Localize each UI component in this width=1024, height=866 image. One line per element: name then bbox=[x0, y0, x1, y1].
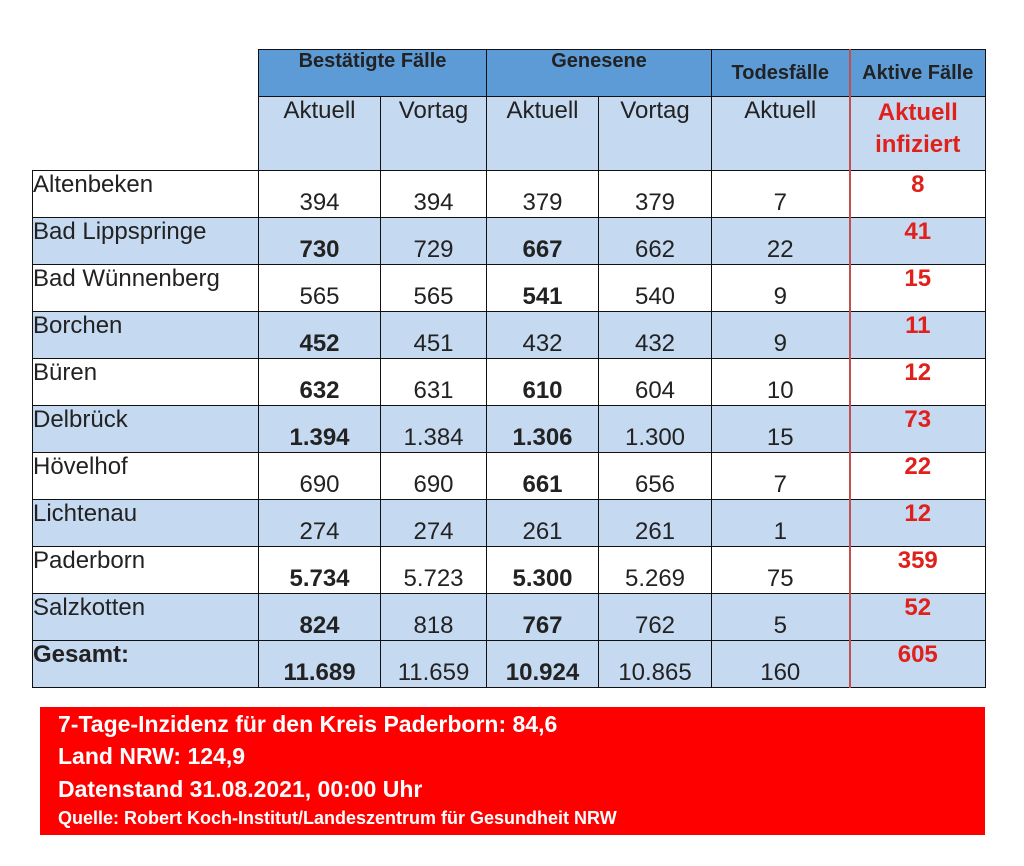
table-row bbox=[33, 359, 986, 406]
cell-bestaetigte-aktuell: 690 bbox=[259, 453, 381, 500]
header-row-groups bbox=[33, 50, 986, 97]
cell-todesfaelle: 15 bbox=[712, 406, 850, 453]
subheader-infiziert-line: infiziert bbox=[875, 131, 961, 158]
table-row bbox=[33, 594, 986, 641]
cell-genesene-aktuell: 261 bbox=[487, 500, 599, 547]
cell-genesene-vortag: 1.300 bbox=[599, 406, 712, 453]
cell-aktiv: 12 bbox=[850, 500, 986, 547]
cell-aktiv: 15 bbox=[850, 265, 986, 312]
subheader-genesene-aktuell: Aktuell bbox=[487, 97, 599, 171]
total-row bbox=[33, 641, 986, 688]
cell-genesene-vortag: 762 bbox=[599, 594, 712, 641]
row-name: Salzkotten bbox=[33, 594, 259, 641]
cell-todesfaelle: 5 bbox=[712, 594, 850, 641]
row-name: Hövelhof bbox=[33, 453, 259, 500]
cell-bestaetigte-aktuell: 632 bbox=[259, 359, 381, 406]
cell-bestaetigte-aktuell: 1.394 bbox=[259, 406, 381, 453]
cell-aktiv: 605 bbox=[850, 641, 986, 688]
cell-aktiv: 11 bbox=[850, 312, 986, 359]
row-name: Delbrück bbox=[33, 406, 259, 453]
cell-genesene-aktuell: 541 bbox=[487, 265, 599, 312]
cell-bestaetigte-vortag: 394 bbox=[381, 171, 487, 218]
cell-aktiv: 52 bbox=[850, 594, 986, 641]
cell-bestaetigte-vortag: 565 bbox=[381, 265, 487, 312]
cell-genesene-aktuell: 610 bbox=[487, 359, 599, 406]
cell-genesene-vortag: 261 bbox=[599, 500, 712, 547]
header-genesene: Genesene bbox=[487, 50, 712, 97]
cell-bestaetigte-vortag: 690 bbox=[381, 453, 487, 500]
row-name: Paderborn bbox=[33, 547, 259, 594]
subheader-bestaetigte-vortag: Vortag bbox=[381, 97, 487, 171]
covid-cases-table bbox=[32, 49, 986, 688]
cell-genesene-vortag: 604 bbox=[599, 359, 712, 406]
subheader-genesene-vortag: Vortag bbox=[599, 97, 712, 171]
footer-incidence-kreis: 7-Tage-Inzidenz für den Kreis Paderborn: 84,6 bbox=[58, 711, 558, 737]
cell-genesene-vortag: 5.269 bbox=[599, 547, 712, 594]
cell-bestaetigte-vortag: 11.659 bbox=[381, 641, 487, 688]
cell-genesene-vortag: 540 bbox=[599, 265, 712, 312]
table-row bbox=[33, 453, 986, 500]
table-row bbox=[33, 265, 986, 312]
cell-aktiv: 8 bbox=[850, 171, 986, 218]
cell-aktiv: 41 bbox=[850, 218, 986, 265]
subheader-aktuell-infiziert bbox=[850, 97, 986, 171]
cell-bestaetigte-aktuell: 5.734 bbox=[259, 547, 381, 594]
footer-incidence-nrw: Land NRW: 124,9 bbox=[58, 743, 246, 769]
row-name: Büren bbox=[33, 359, 259, 406]
cell-genesene-aktuell: 10.924 bbox=[487, 641, 599, 688]
row-name: Bad Lippspringe bbox=[33, 218, 259, 265]
cell-todesfaelle: 7 bbox=[712, 453, 850, 500]
cell-todesfaelle: 75 bbox=[712, 547, 850, 594]
cell-aktiv: 359 bbox=[850, 547, 986, 594]
cell-todesfaelle: 160 bbox=[712, 641, 850, 688]
cell-bestaetigte-vortag: 631 bbox=[381, 359, 487, 406]
cell-genesene-aktuell: 5.300 bbox=[487, 547, 599, 594]
cell-bestaetigte-vortag: 5.723 bbox=[381, 547, 487, 594]
row-name: Altenbeken bbox=[33, 171, 259, 218]
subheader-todesfaelle-aktuell: Aktuell bbox=[712, 97, 850, 171]
cell-bestaetigte-aktuell: 274 bbox=[259, 500, 381, 547]
row-name: Bad Wünnenberg bbox=[33, 265, 259, 312]
cell-bestaetigte-vortag: 1.384 bbox=[381, 406, 487, 453]
cell-genesene-aktuell: 432 bbox=[487, 312, 599, 359]
cell-genesene-aktuell: 661 bbox=[487, 453, 599, 500]
subheader-aktuell-line: Aktuell bbox=[877, 99, 958, 126]
cell-bestaetigte-aktuell: 11.689 bbox=[259, 641, 381, 688]
cell-todesfaelle: 7 bbox=[712, 171, 850, 218]
cell-genesene-vortag: 10.865 bbox=[599, 641, 712, 688]
cell-genesene-aktuell: 667 bbox=[487, 218, 599, 265]
cell-todesfaelle: 9 bbox=[712, 312, 850, 359]
table-row bbox=[33, 500, 986, 547]
footer-datenstand: Datenstand 31.08.2021, 00:00 Uhr bbox=[58, 776, 423, 802]
cell-bestaetigte-vortag: 451 bbox=[381, 312, 487, 359]
header-aktive-faelle: Aktive Fälle bbox=[850, 50, 986, 97]
cell-genesene-vortag: 432 bbox=[599, 312, 712, 359]
cell-bestaetigte-aktuell: 452 bbox=[259, 312, 381, 359]
table-row bbox=[33, 171, 986, 218]
cell-todesfaelle: 22 bbox=[712, 218, 850, 265]
table-row bbox=[33, 312, 986, 359]
footer-quelle: Quelle: Robert Koch-Institut/Landeszentrum für Gesundheit NRW bbox=[58, 808, 617, 828]
cell-bestaetigte-aktuell: 565 bbox=[259, 265, 381, 312]
row-name-total: Gesamt: bbox=[33, 641, 259, 688]
header-bestaetigte-faelle: Bestätigte Fälle bbox=[259, 50, 487, 97]
row-name: Borchen bbox=[33, 312, 259, 359]
table-row bbox=[33, 218, 986, 265]
cell-todesfaelle: 9 bbox=[712, 265, 850, 312]
cell-aktiv: 12 bbox=[850, 359, 986, 406]
cell-genesene-aktuell: 1.306 bbox=[487, 406, 599, 453]
cell-aktiv: 22 bbox=[850, 453, 986, 500]
cell-genesene-aktuell: 767 bbox=[487, 594, 599, 641]
header-todesfaelle: Todesfälle bbox=[712, 50, 850, 97]
cell-bestaetigte-aktuell: 394 bbox=[259, 171, 381, 218]
cell-bestaetigte-vortag: 274 bbox=[381, 500, 487, 547]
cell-genesene-vortag: 656 bbox=[599, 453, 712, 500]
cell-bestaetigte-vortag: 729 bbox=[381, 218, 487, 265]
incidence-footer bbox=[40, 707, 985, 835]
cell-aktiv: 73 bbox=[850, 406, 986, 453]
row-name: Lichtenau bbox=[33, 500, 259, 547]
cell-genesene-vortag: 662 bbox=[599, 218, 712, 265]
header-blank-cell bbox=[33, 50, 259, 171]
cell-genesene-aktuell: 379 bbox=[487, 171, 599, 218]
cell-todesfaelle: 1 bbox=[712, 500, 850, 547]
cell-bestaetigte-aktuell: 730 bbox=[259, 218, 381, 265]
cell-bestaetigte-vortag: 818 bbox=[381, 594, 487, 641]
cell-todesfaelle: 10 bbox=[712, 359, 850, 406]
cell-genesene-vortag: 379 bbox=[599, 171, 712, 218]
table-row bbox=[33, 406, 986, 453]
cell-bestaetigte-aktuell: 824 bbox=[259, 594, 381, 641]
table-row bbox=[33, 547, 986, 594]
subheader-bestaetigte-aktuell: Aktuell bbox=[259, 97, 381, 171]
